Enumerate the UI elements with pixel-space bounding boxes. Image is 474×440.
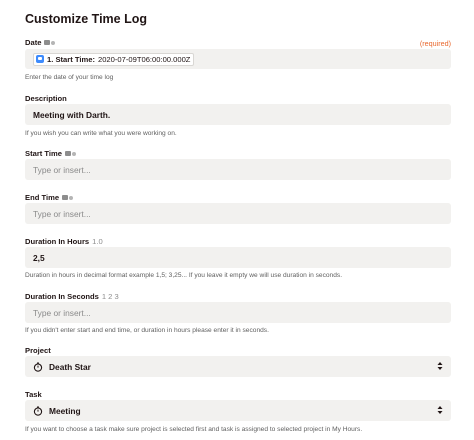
duration-hours-value: 2,5 [33,252,45,263]
duration-hours-help-text: Duration in hours in decimal format example 1,5; 3,25... If you leave it empty we will use duration in seconds. [25,272,343,279]
project-value: Death Star [49,361,91,372]
app-badge-icon [36,55,44,63]
select-caret-icon [437,405,443,415]
duration-seconds-label-text: Duration In Seconds [25,292,99,301]
stopwatch-icon [33,362,43,372]
description-field[interactable] [25,104,451,125]
stopwatch-icon [33,406,43,416]
description-label [25,94,67,103]
duration-seconds-label [25,292,119,301]
end-time-format-icon [62,195,73,200]
end-time-field[interactable] [25,203,451,224]
date-help-text: Enter the date of your time log [25,74,114,81]
duration-seconds-help-text: If you didn't enter start and end time, or duration in hours please enter it in seconds. [25,327,269,334]
duration-seconds-field[interactable] [25,302,451,323]
project-label-text: Project [25,346,51,355]
description-label-text: Description [25,94,67,103]
duration-hours-label-text: Duration In Hours [25,237,90,246]
duration-hours-label [25,237,103,246]
task-select[interactable] [25,400,451,421]
pill-value: 2020-07-09T06:00:00.000Z [97,54,191,64]
date-mapped-value-pill[interactable] [33,53,194,66]
duration-seconds-placeholder: Type or insert... [33,307,91,318]
task-label-text: Task [25,390,42,399]
task-help-text: If you want to choose a task make sure project is selected first and task is assigned to selected project in My Hours. [25,426,363,433]
end-time-placeholder: Type or insert... [33,208,91,219]
required-indicator: (required) [419,39,451,48]
start-time-field[interactable] [25,159,451,180]
duration-hours-field[interactable] [25,247,451,268]
task-label [25,390,42,399]
date-field[interactable] [25,49,451,69]
page-title: Customize Time Log [25,12,148,26]
start-time-format-icon [65,151,76,156]
task-value: Meeting [49,405,81,416]
number-type-indicator: 1.0 [92,237,103,246]
select-caret-icon [437,361,443,371]
start-time-label [25,149,76,158]
project-select[interactable] [25,356,451,377]
start-time-placeholder: Type or insert... [33,164,91,175]
integer-type-indicator: 1 2 3 [101,292,119,301]
end-time-label [25,193,73,202]
pill-prefix: 1. Start Time: [47,54,95,64]
project-label [25,346,51,355]
date-label [25,38,55,47]
description-value: Meeting with Darth. [33,109,111,120]
start-time-label-text: Start Time [25,149,62,158]
date-format-icon [44,40,55,45]
description-help-text: If you wish you can write what you were working on. [25,130,177,137]
date-label-text: Date [25,38,42,47]
end-time-label-text: End Time [25,193,60,202]
